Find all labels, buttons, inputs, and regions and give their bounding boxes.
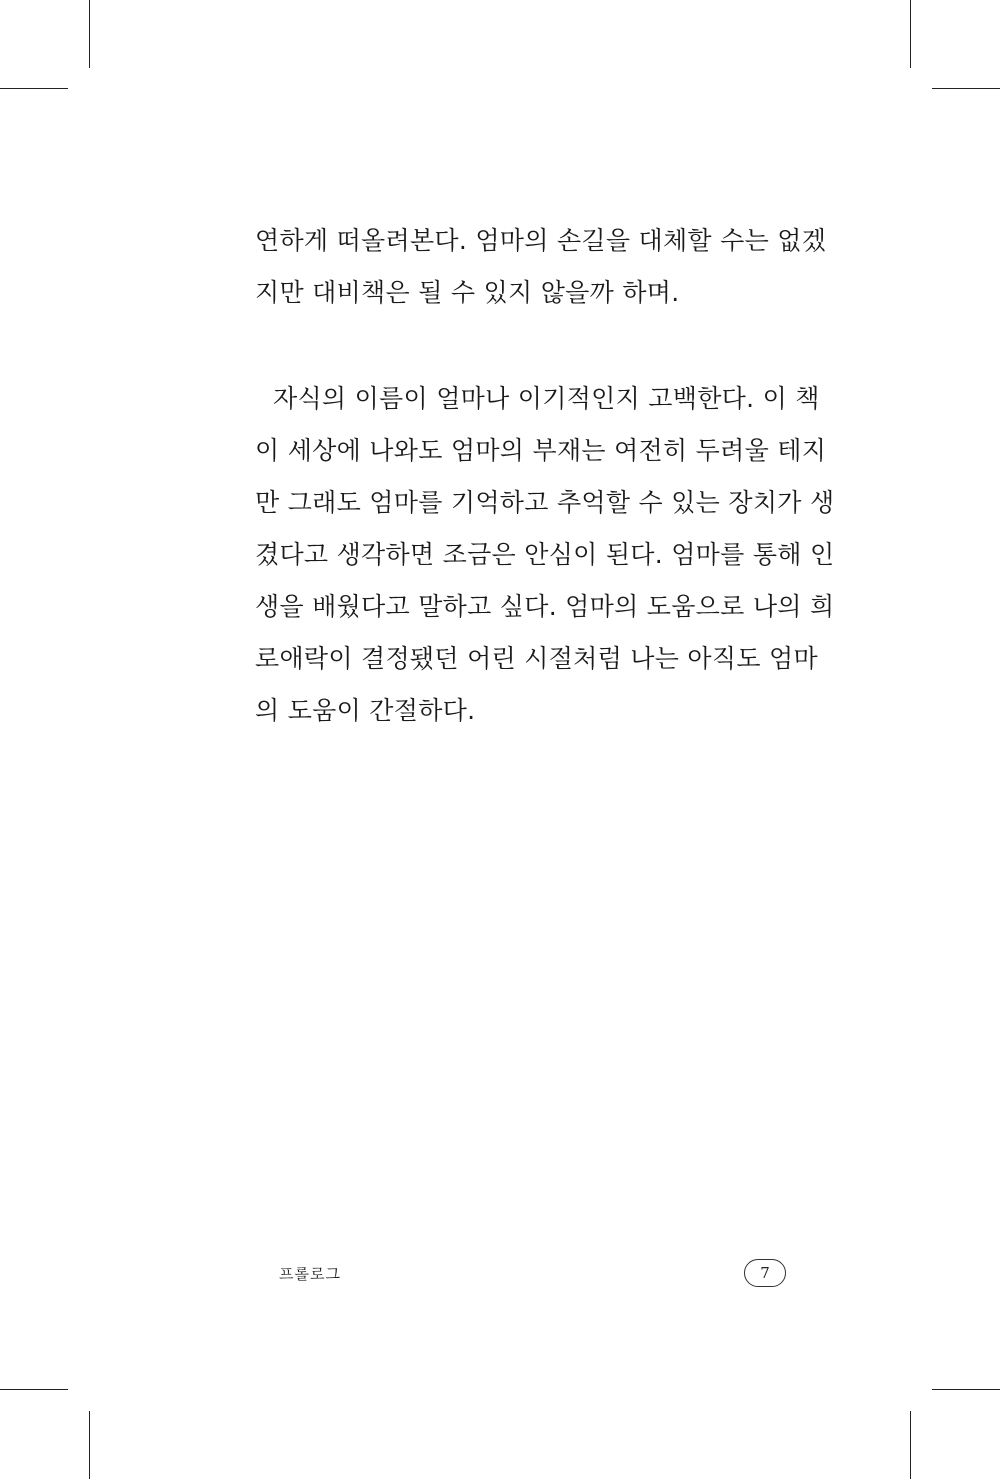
- crop-mark-top-left-vertical: [89, 0, 90, 68]
- footer-section-title: 프롤로그: [279, 1265, 341, 1283]
- text-line: 지만 대비책은 될 수 있지 않을까 하며.: [255, 278, 680, 307]
- text-line: 자식의 이름이 얼마나 이기적인지 고백한다. 이 책: [273, 384, 820, 413]
- text-line: 연하게 떠올려본다. 엄마의 손길을 대체할 수는 없겠: [255, 226, 827, 255]
- text-line: 이 세상에 나와도 엄마의 부재는 여전히 두려울 테지: [255, 436, 827, 465]
- crop-mark-bottom-right-horizontal: [932, 1389, 1000, 1390]
- text-line: 겼다고 생각하면 조금은 안심이 된다. 엄마를 통해 인: [255, 540, 835, 569]
- page-number: 7: [744, 1259, 786, 1287]
- crop-mark-bottom-right-vertical: [910, 1411, 911, 1479]
- text-line: 만 그래도 엄마를 기억하고 추억할 수 있는 장치가 생: [255, 488, 835, 517]
- crop-mark-top-left-horizontal: [0, 88, 68, 89]
- crop-mark-top-right-horizontal: [932, 88, 1000, 89]
- paragraph-2: [255, 378, 835, 742]
- text-line: 로애락이 결정됐던 어린 시절처럼 나는 아직도 엄마: [255, 644, 818, 673]
- text-line: 생을 배웠다고 말하고 싶다. 엄마의 도움으로 나의 희: [255, 592, 835, 621]
- text-line: 의 도움이 간절하다.: [255, 696, 476, 725]
- crop-mark-top-right-vertical: [910, 0, 911, 68]
- paragraph-1: [255, 220, 827, 324]
- crop-mark-bottom-left-vertical: [89, 1411, 90, 1479]
- crop-mark-bottom-left-horizontal: [0, 1389, 68, 1390]
